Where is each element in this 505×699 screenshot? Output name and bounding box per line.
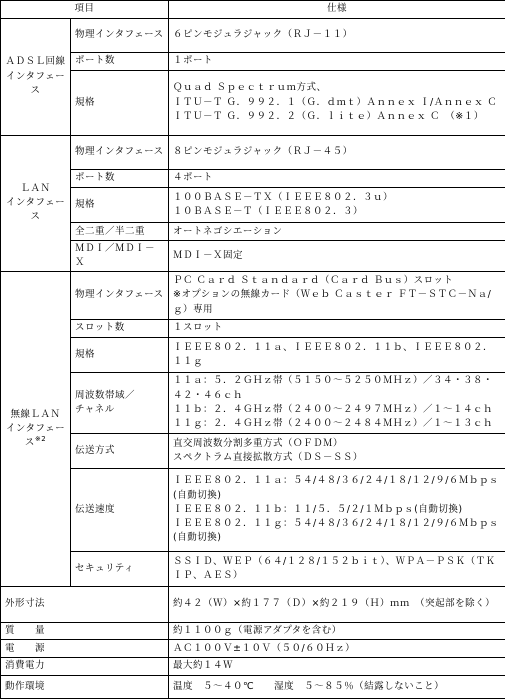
header-spec: 仕様 xyxy=(169,1,505,19)
spec-value: 約４２（Ｗ）×約１７７（Ｄ）×約２１９（Ｈ）ｍｍ （突起部を除く） xyxy=(169,587,505,623)
item-label: 規格 xyxy=(71,187,169,223)
spec-value: ＩＥＥＥ８０２．１１ａ、ＩＥＥＥ８０２．１１ｂ、ＩＥＥＥ８０２．１１ｇ xyxy=(169,337,505,373)
item-label: 物理インタフェース xyxy=(71,18,169,52)
spec-value: 直交周波数分割多重方式（ＯＦＤＭ） スペクトラム直接拡散方式（ＤＳ－ＳＳ） xyxy=(169,433,505,469)
item-label: 伝送速度 xyxy=(71,469,169,551)
group-label-cell xyxy=(1,18,71,135)
group-label: ＡＤＳＬ回線 インタフェース xyxy=(5,56,66,96)
item-label: 伝送方式 xyxy=(71,433,169,469)
spec-row xyxy=(1,622,505,640)
spec-row xyxy=(1,271,505,319)
item-label: 規格 xyxy=(71,337,169,373)
spec-value: ８ピンモジュラジャック（ＲＪ－４５） xyxy=(169,135,505,169)
item-label: 全二重／半二重 xyxy=(71,223,169,241)
spec-row xyxy=(1,433,505,469)
spec-value: ４ポート xyxy=(169,170,505,188)
spec-row xyxy=(1,223,505,241)
item-label: 物理インタフェース xyxy=(71,135,169,169)
spec-row xyxy=(1,135,505,169)
item-label: セキュリティ xyxy=(71,551,169,587)
spec-value: ＳＳＩＤ、ＷＥＰ（６４/１２８/１５２ｂｉｔ）、ＷＰＡ－ＰＳＫ（ＴＫＩＰ、ＡＥＳ） xyxy=(169,551,505,587)
spec-value: ＡＣ１００Ｖ±１０Ｖ（５０/６０Ｈｚ） xyxy=(169,640,505,658)
spec-row xyxy=(1,337,505,373)
item-label: 物理インタフェース xyxy=(71,271,169,319)
item-label: ポート数 xyxy=(71,170,169,188)
group-label-cell xyxy=(1,271,71,586)
spec-row xyxy=(1,170,505,188)
group-label: 無線ＬＡＮ インタフェース xyxy=(5,408,66,449)
spec-row xyxy=(1,373,505,434)
spec-row xyxy=(1,319,505,337)
item-label: スロット数 xyxy=(71,319,169,337)
item-label: 外形寸法 xyxy=(1,587,169,623)
spec-row xyxy=(1,658,505,676)
spec-row xyxy=(1,587,505,623)
spec-value: オートネゴシエーション xyxy=(169,223,505,241)
group-label: ＬＡＮ インタフェース xyxy=(5,182,66,223)
spec-value: １１ａ：５．２ＧＨｚ帯（５１５０～５２５０ＭＨｚ）／３４・３８・４２・４６ｃｈ １１ｂ：２．４ＧＨｚ帯（２４００～２４９７ＭＨｚ）／１～１４ｃｈ １１ｇ：２．４ＧＨｚ帯（２４００～２４８４ＭＨｚ）／１～１３ｃｈ xyxy=(169,373,505,434)
item-label: ポート数 xyxy=(71,53,169,71)
item-label: 質 量 xyxy=(1,622,169,640)
spec-row xyxy=(1,675,505,698)
spec-row xyxy=(1,241,505,272)
item-label: 電 源 xyxy=(1,640,169,658)
footnote-mark: ※2 xyxy=(34,435,47,444)
spec-value: ＩＥＥＥ８０２．１１ａ：５４/４８/３６/２４/１８/１２/９/６Ｍｂｐｓ(自動切換) ＩＥＥＥ８０２．１１ｂ：１１/５．５/２/１Ｍｂｐｓ(自動切換) ＩＥＥＥ８０２．１１ｇ：５４/４８/３６/２４/１８/１２/９/６Ｍｂｐｓ(自動切換) xyxy=(169,469,505,551)
spec-value: １ポート xyxy=(169,53,505,71)
header-item: 項目 xyxy=(1,1,169,19)
item-label: 周波数帯域／ チャネル xyxy=(71,373,169,434)
spec-row xyxy=(1,187,505,223)
spec-value: １００ＢＡＳＥ－ＴＸ（ＩＥＥＥ８０２．３ｕ） １０ＢＡＳＥ－Ｔ（ＩＥＥＥ８０２．３） xyxy=(169,187,505,223)
spec-value: ＰＣ Ｃａｒｄ Ｓｔａｎｄａｒｄ（Ｃａｒｄ Ｂｕｓ）スロット ※オプションの無線カード（Ｗｅｂ Ｃａｓｔｅｒ ＦＴ－ＳＴＣ－Ｎａ/ｇ）専用 xyxy=(169,271,505,319)
spec-row xyxy=(1,551,505,587)
spec-value: 最大約１４Ｗ xyxy=(169,658,505,676)
spec-value: ６ピンモジュラジャック（ＲＪ－１１） xyxy=(169,18,505,52)
item-label: 動作環境 xyxy=(1,675,169,698)
spec-row xyxy=(1,469,505,551)
group-label-cell xyxy=(1,135,71,271)
header-row xyxy=(1,1,505,19)
item-label: 規格 xyxy=(71,70,169,135)
spec-value: Ｑｕａｄ Ｓｐｅｃｔｒｕｍ方式、 ＩＴＵ－Ｔ Ｇ．９９２．１（Ｇ．ｄｍｔ）Ａｎｎｅｘ Ｉ/Ａｎｎｅｘ Ｃ ＩＴＵ－Ｔ Ｇ．９９２．２（Ｇ．ｌｉｔｅ）Ａｎｎｅｘ Ｃ （※１） xyxy=(169,70,505,135)
spec-value: 約１１００ｇ（電源アダプタを含む） xyxy=(169,622,505,640)
spec-table-body xyxy=(1,1,505,699)
spec-row xyxy=(1,640,505,658)
spec-row xyxy=(1,18,505,52)
spec-value: 温度 ５～４０℃ 湿度 ５～８５％（結露しないこと） xyxy=(169,675,505,698)
spec-value: １スロット xyxy=(169,319,505,337)
item-label: ＭＤＩ／ＭＤＩ－Ｘ xyxy=(71,241,169,272)
spec-row xyxy=(1,53,505,71)
spec-value: ＭＤＩ－Ｘ固定 xyxy=(169,241,505,272)
item-label: 消費電力 xyxy=(1,658,169,676)
spec-row xyxy=(1,70,505,135)
